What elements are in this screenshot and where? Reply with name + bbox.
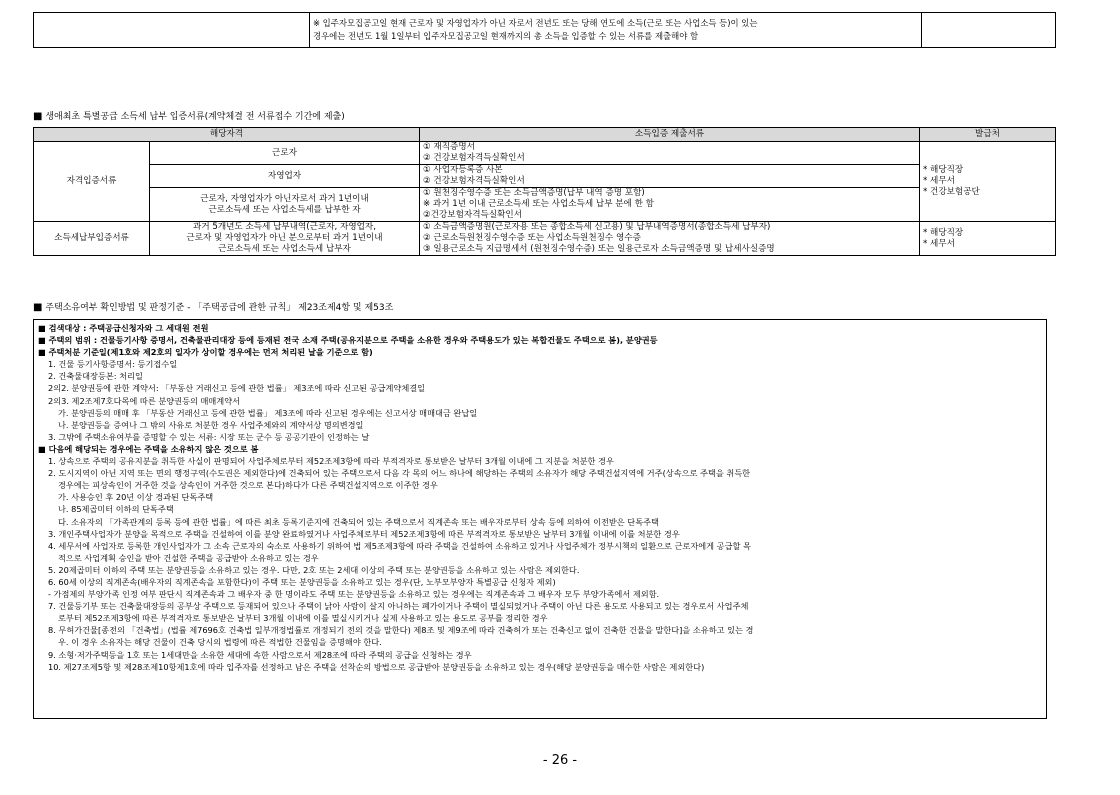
criteria-line: 8. 무허가건물[종전의 「건축법」(법률 제7696호 건축법 일부개정법률로 개정되기 전의 것을 말한다) 제8조 및 제9조에 따라 건축허가 또는 건축신고 없이 건축한 건물을 말한다]을 소유하고 있는 경 xyxy=(48,625,754,636)
criteria-line: 2. 건축물대장등본: 처리일 xyxy=(48,371,143,382)
criteria-line: 적으로 사업계획 승인을 받아 건설한 주택을 공급받아 소유하고 있는 경우 xyxy=(58,552,319,563)
qualification-cell: 자영업자 xyxy=(150,165,420,188)
criteria-line: 2의3. 제2조제7호다목에 따른 분양권등의 매매계약서 xyxy=(48,395,241,406)
criteria-line: 3. 그밖에 주택소유여부를 증명할 수 있는 서류: 시장 또는 군수 등 공공기관이 인정하는 날 xyxy=(48,431,370,442)
criteria-line: 3. 개인주택사업자가 분양을 목적으로 주택을 건설하여 이를 분양 완료하였거나 사업주체로부터 제52조제3항에 따른 부적격자로 통보받은 날부터 3개월 이내에 이를 처분한 경우 xyxy=(48,528,680,539)
table-row xyxy=(34,188,1056,222)
qualification-cell: 근로자 xyxy=(150,142,420,165)
criteria-line: 10. 제27조제5항 및 제28조제10항제1호에 따라 입주자를 선정하고 남은 주택을 선착순의 방법으로 공급받아 분양권등을 소유하고 있는 경우(해당 분양권등을 매수한 사람은 제외한다) xyxy=(48,661,705,672)
table-header-row xyxy=(34,128,1056,142)
criteria-line: 경우에는 피상속인이 거주한 것을 상속인이 거주한 것으로 본다)하다가 다른 주택건설지역으로 이주한 경우 xyxy=(58,480,438,491)
issuer-cell: * 해당직장 * 세무서 * 건강보험공단 xyxy=(920,142,1056,222)
top-table xyxy=(33,12,1056,48)
criteria-line: ■ 주택의 범위 : 건물등기사항 증명서, 건축물관리대장 등에 등재된 전국 소재 주택(공유지분으로 주택을 소유한 경우와 주택용도가 있는 복합건물도 주택으로 봄), 분양권등 xyxy=(38,335,658,346)
note-line: 경우에는 전년도 1월 1일부터 입주자모집공고일 현재까지의 총 소득을 입증할 수 있는 서류를 제출해야 함 xyxy=(313,31,699,41)
criteria-line: 7. 건물등기부 또는 건축물대장등의 공부상 주택으로 등재되어 있으나 주택이 낡아 사람이 살지 아니하는 폐가이거나 주택이 멸실되었거나 주택이 아닌 다른 용도로 사용되고 있는 경우로서 사업주체 xyxy=(48,601,749,612)
square-bullet-icon: ■ xyxy=(33,111,43,122)
criteria-line: 나. 분양권등을 증여나 그 밖의 사유로 처분한 경우 사업주체와의 계약서상 명의변경일 xyxy=(58,419,364,430)
criteria-line: 로부터 제52조제3항에 따른 부적격자로 통보받은 날부터 3개월 이내에 이를 멸실시키거나 실제 사용하고 있는 용도로 공부를 정리한 경우 xyxy=(58,613,548,624)
criteria-line: 가. 분양권등의 매매 후 「부동산 거래신고 등에 관한 법률」 제3조에 따라 신고된 경우에는 신고서상 매매대금 완납일 xyxy=(58,407,478,418)
criteria-line: ■ 검색대상 : 주택공급신청자와 그 세대원 전원 xyxy=(38,323,209,333)
criteria-line: - 가점제의 부양가족 인정 여부 판단시 직계존속과 그 배우자 중 한 명이라도 주택 또는 분양권등을 소유하고 있는 경우에는 직계존속과 그 배우자 모두 부양가족에서 제외함. xyxy=(48,589,660,600)
group-label: 자격입증서류 xyxy=(34,142,150,222)
criteria-line: 1. 건물 등기사항증명서: 등기접수일 xyxy=(48,359,178,370)
criteria-line: 다. 소유자의 「가족관계의 등록 등에 관한 법률」에 따른 최초 등록기준지에 건축되어 있는 주택으로서 직계존속 또는 배우자로부터 상속 등에 의하여 이전받은 단독주택 xyxy=(58,516,659,527)
housing-criteria-box xyxy=(33,319,1047,719)
square-bullet-icon: ■ xyxy=(33,302,43,313)
income-proof-table xyxy=(33,127,1056,256)
page-number: - 26 - xyxy=(542,753,578,768)
top-table-note xyxy=(310,13,922,48)
table-row xyxy=(34,165,1056,188)
criteria-line: 2. 도시지역이 아닌 지역 또는 면의 행정구역(수도권은 제외한다)에 건축되어 있는 주택으로서 다음 각 목의 어느 하나에 해당하는 주택의 소유자가 해당 주택건설지역에 거주(상속으로 주택을 취득한 xyxy=(48,468,751,479)
table-row xyxy=(34,142,1056,165)
documents-cell: ① 원천징수영수증 또는 소득금액증명(납부 내역 증명 포함) ※ 과거 1년 이내 근로소득세 또는 사업소득세 납부 분에 한 함 ②건강보험자격득실확인서 xyxy=(420,188,920,222)
criteria-line: 가. 사용승인 후 20년 이상 경과된 단독주택 xyxy=(58,492,214,503)
header-issuer: 발급처 xyxy=(920,128,1056,142)
criteria-line: 나. 85제곱미터 이하의 단독주택 xyxy=(58,504,174,515)
criteria-line: 6. 60세 이상의 직계존속(배우자의 직계존속을 포함한다)이 주택 또는 분양권등을 소유하고 있는 경우(단, 노부모부양자 특별공급 신청자 제외) xyxy=(48,576,556,587)
section3-title: ■ 주택소유여부 확인방법 및 판정기준 - 「주택공급에 관한 규칙」 제23조제4항 및 제53조 xyxy=(33,302,394,313)
qualification-cell: 과거 5개년도 소득세 납부내역(근로자, 자영업자, 근로자 및 자영업자가 아닌 분으로부터 과거 1년이내 근로소득세 또는 사업소득세 납부자 xyxy=(150,222,420,256)
criteria-line: ■ 주택처분 기준일(제1호와 제2호의 일자가 상이할 경우에는 먼저 처리된 날을 기준으로 함) xyxy=(38,347,373,358)
qualification-cell: 근로자, 자영업자가 아닌자로서 과거 1년이내 근로소득세 또는 사업소득세를 납부한 자 xyxy=(150,188,420,222)
header-documents: 소득입증 제출서류 xyxy=(420,128,920,142)
group-label: 소득세납부입증서류 xyxy=(34,222,150,256)
criteria-line: 9. 소형·저가주택등을 1호 또는 1세대만을 소유한 세대에 속한 사람으로서 제28조에 따라 주택의 공급을 신청하는 경우 xyxy=(48,649,472,660)
criteria-line: 2의2. 분양권등에 관한 계약서: 「부동산 거래신고 등에 관한 법률」 제3조에 따라 신고된 공급계약체결일 xyxy=(48,383,426,394)
criteria-line: 1. 상속으로 주택의 공유지분을 취득한 사실이 판명되어 사업주체로부터 제52조제3항에 따라 부적격자로 통보받은 날부터 3개월 이내에 그 지분을 처분한 경우 xyxy=(48,456,614,467)
header-qualification: 해당자격 xyxy=(34,128,420,142)
documents-cell: ① 소득금액증명원(근로자용 또는 종합소득세 신고용) 및 납부내역증명서(종합소득세 납부자) ② 근로소득원천징수영수증 또는 사업소득원천징수 영수증 ③ 일용근로소득 지급명세서 (원천징수영수증) 또는 일용근로자 소득금액증명 및 납세사실증명 xyxy=(420,222,920,256)
criteria-line: 5. 20제곱미터 이하의 주택 또는 분양권등을 소유하고 있는 경우. 다만, 2호 또는 2세대 이상의 주택 또는 분양권등을 소유하고 있는 사람은 제외한다. xyxy=(48,564,580,575)
table-row xyxy=(34,222,1056,256)
section2-title: ■ 생애최초 특별공급 소득세 납부 입증서류(계약체결 전 서류접수 기간에 제출) xyxy=(33,111,345,122)
documents-cell: ① 재직증명서 ② 건강보험자격득실확인서 xyxy=(420,142,920,165)
documents-cell: ① 사업자등록증 사본 ② 건강보험자격득실확인서 xyxy=(420,165,920,188)
criteria-line: 우. 이 경우 소유자는 해당 건물이 건축 당시의 법령에 따른 적법한 건물임을 증명해야 한다. xyxy=(58,637,382,648)
note-line: ※ 입주자모집공고일 현재 근로자 및 자영업자가 아닌 자로서 전년도 또는 당해 연도에 소득(근로 또는 사업소득 등)이 있는 xyxy=(313,18,758,28)
criteria-line: 4. 세무서에 사업자로 등록한 개인사업자가 그 소속 근로자의 숙소로 사용하기 위하여 법 제5조제3항에 따라 주택을 건설하여 소유하고 있거나 사업주체가 정부시책의 일환으로 근로자에게 공급할 목 xyxy=(48,540,751,551)
criteria-line: ■ 다음에 해당되는 경우에는 주택을 소유하지 않은 것으로 봄 xyxy=(38,443,259,454)
issuer-cell: * 해당직장 * 세무서 xyxy=(920,222,1056,256)
